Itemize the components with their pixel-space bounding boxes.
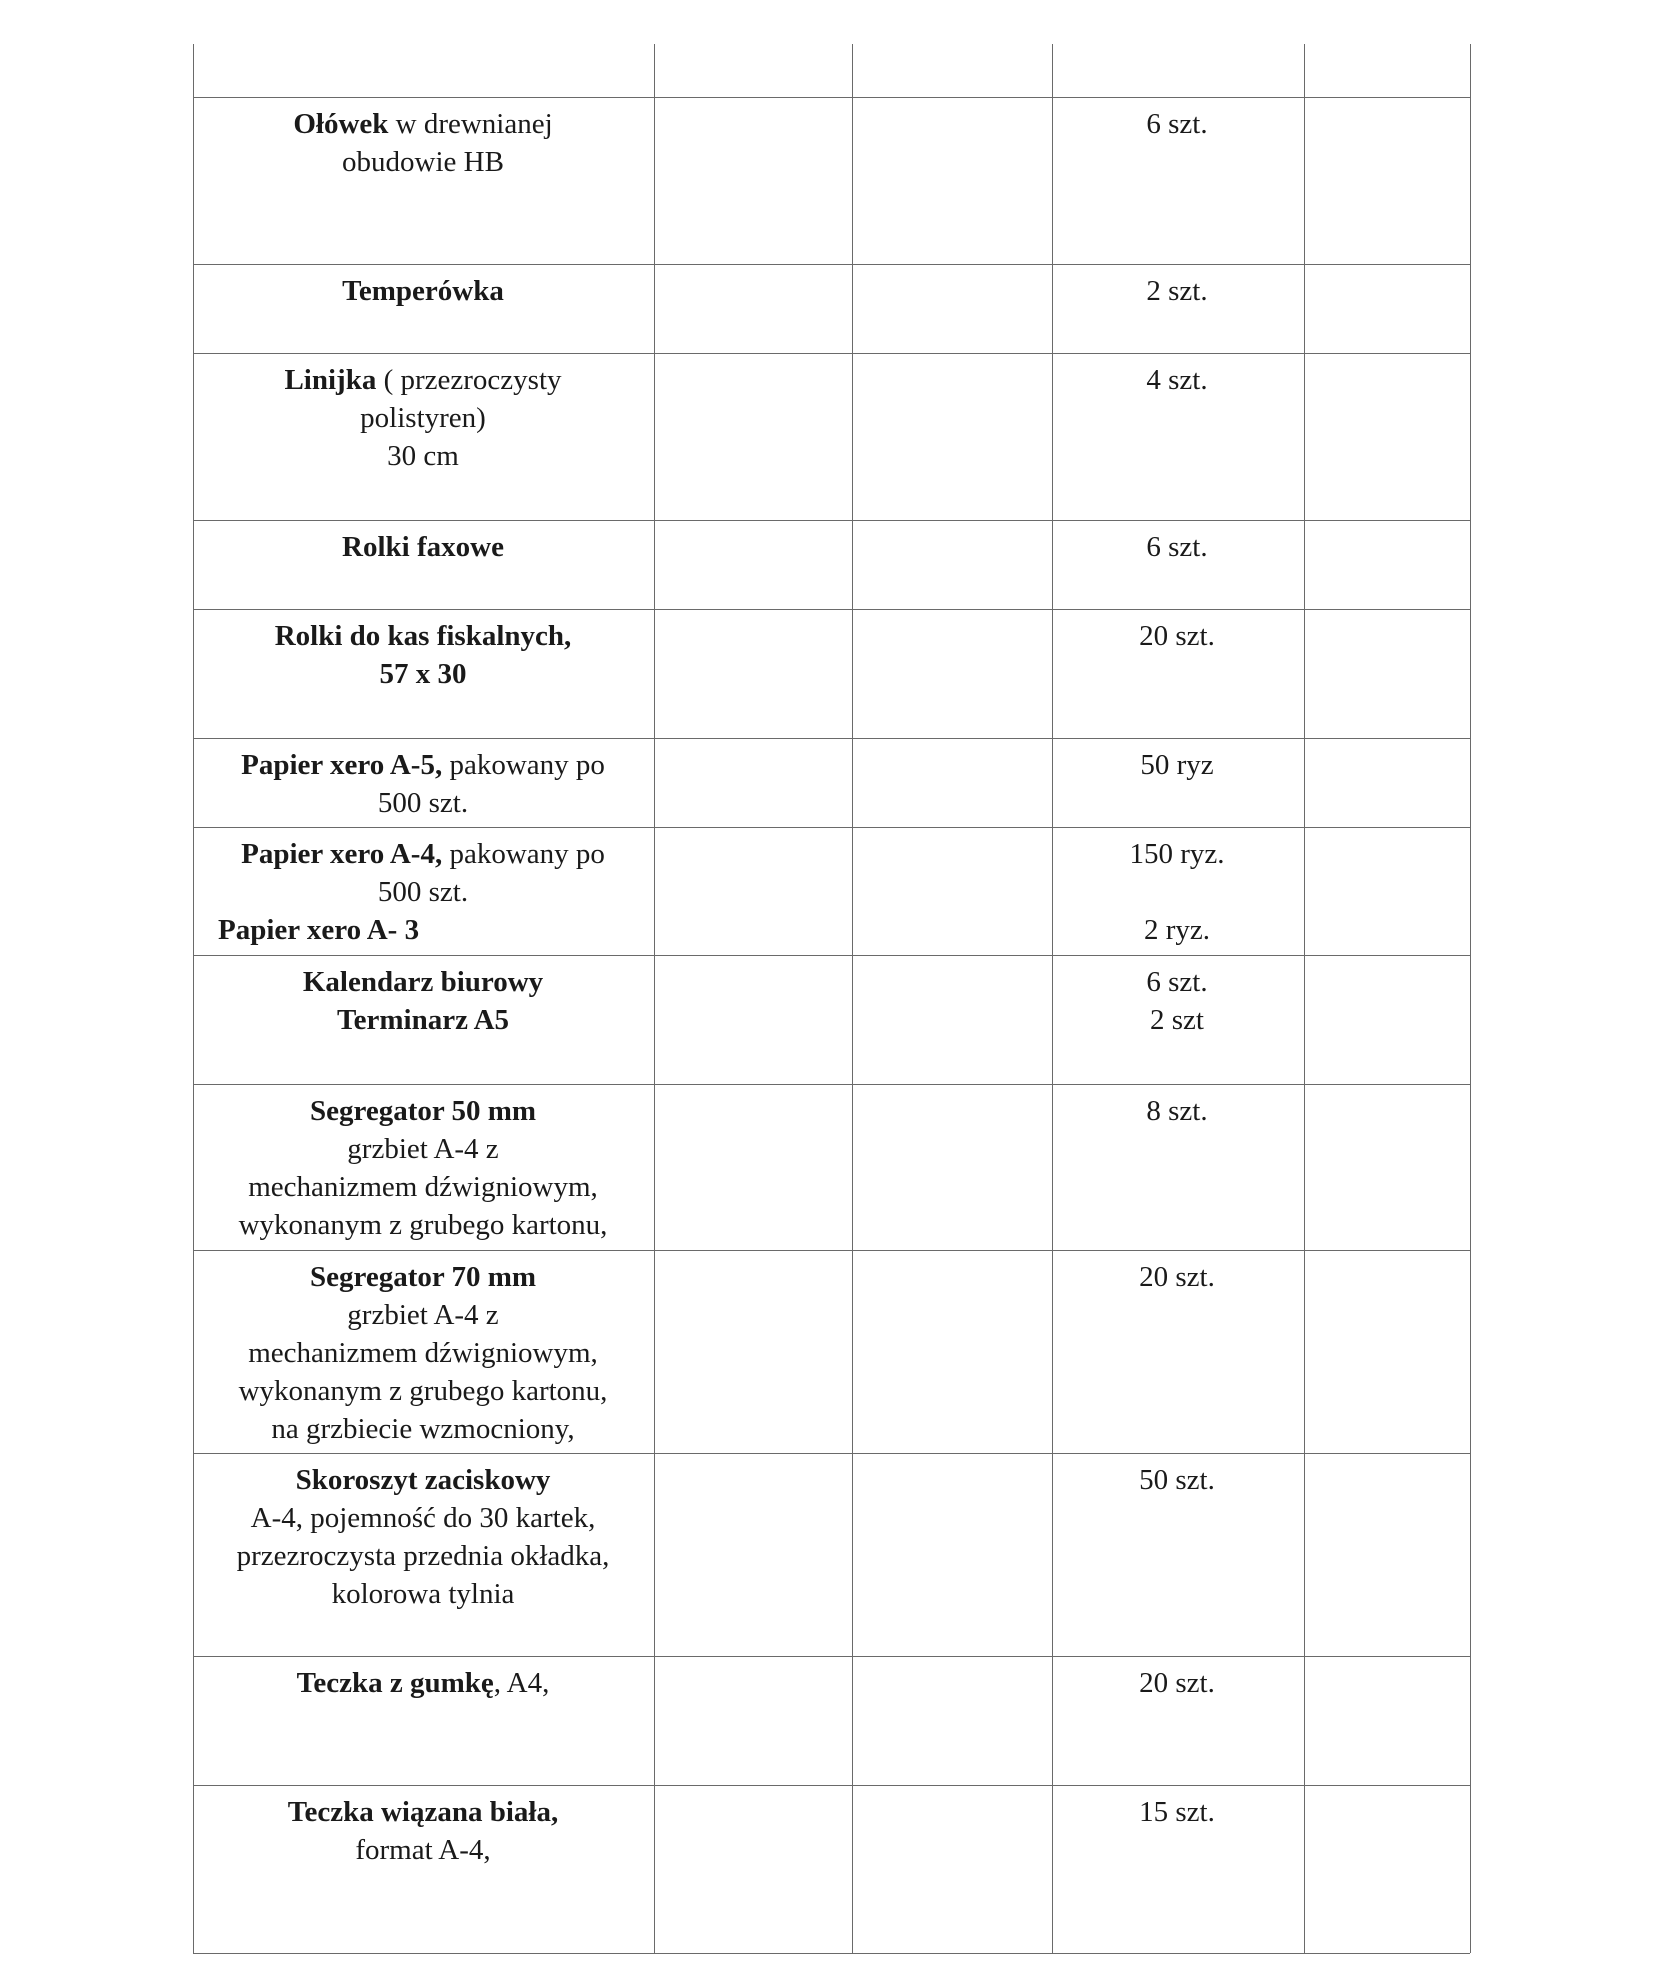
item-name-bold: Papier xero A-5, (241, 749, 443, 781)
item-name-line (193, 1168, 653, 1206)
table-column-divider (1052, 44, 1053, 1953)
table-row-divider (193, 353, 1470, 354)
item-name-cell (193, 1664, 653, 1702)
quantity-cell (1057, 963, 1297, 1039)
quantity-value: 20 szt. (1139, 1261, 1215, 1293)
item-name-text: obudowie HB (342, 146, 504, 178)
item-name-bold: Segregator 70 mm (309, 1261, 537, 1293)
item-name-line (193, 1499, 653, 1537)
table-row-divider (193, 264, 1470, 265)
quantity-value: 6 szt. (1146, 531, 1208, 563)
item-name-cell (193, 746, 653, 822)
quantity-cell (1057, 105, 1297, 143)
item-name-text: 30 cm (387, 440, 459, 472)
item-name-bold: Terminarz A5 (336, 1004, 510, 1036)
item-name-bold: Temperówka (342, 275, 504, 307)
item-name-line (193, 963, 653, 1001)
table-row-divider (193, 738, 1470, 739)
table-row-divider (193, 1656, 1470, 1657)
item-name-text: wykonanym z grubego kartonu, (238, 1209, 608, 1241)
quantity-cell (1057, 1258, 1297, 1296)
quantity-value (1057, 873, 1297, 911)
item-name-line (193, 1461, 653, 1499)
quantity-cell (1057, 617, 1297, 655)
item-name-line (193, 1130, 653, 1168)
item-name-text: pakowany po (442, 749, 605, 781)
item-name-bold: Teczka wiązana biała, (287, 1796, 559, 1828)
table-row-divider (193, 827, 1470, 828)
table-row-divider (193, 1953, 1470, 1954)
item-name-line (193, 873, 653, 911)
quantity-cell (1057, 1092, 1297, 1130)
item-name-line (193, 105, 653, 143)
table-row-divider (193, 609, 1470, 610)
quantity-cell (1057, 528, 1297, 566)
item-name-bold: Rolki do kas fiskalnych, (274, 620, 572, 652)
item-name-text: , A4, (493, 1667, 550, 1699)
item-name-text: polistyren) (360, 402, 486, 434)
item-name-line (193, 1831, 653, 1869)
item-name-cell (193, 105, 653, 181)
item-name-text: 500 szt. (377, 787, 469, 819)
quantity-value: 2 szt (1150, 1004, 1204, 1036)
item-name-bold: Kalendarz biurowy (302, 966, 544, 998)
item-name-line (193, 1258, 653, 1296)
item-name-line (193, 1296, 653, 1334)
item-name-line (193, 1372, 653, 1410)
item-name-cell (193, 963, 653, 1039)
item-name-bold: Segregator 50 mm (309, 1095, 537, 1127)
item-name-bold: Papier xero A-4, (241, 838, 443, 870)
item-name-line (193, 617, 653, 655)
item-name-line (193, 1537, 653, 1575)
item-name-text: przezroczysta przednia okładka, (236, 1540, 610, 1572)
item-name-line (193, 1664, 653, 1702)
table-column-divider (852, 44, 853, 1953)
item-name-line (193, 655, 653, 693)
quantity-cell (1057, 1461, 1297, 1499)
quantity-value: 2 ryz. (1143, 914, 1211, 946)
item-name-cell (193, 835, 653, 949)
item-name-line (193, 143, 653, 181)
table-row-divider (193, 1084, 1470, 1085)
item-name-cell (193, 361, 653, 475)
item-name-cell (193, 1461, 653, 1613)
item-name-bold: Papier xero A- 3 (218, 914, 420, 946)
item-name-line (193, 784, 653, 822)
item-name-text: format A-4, (355, 1834, 491, 1866)
quantity-value: 2 szt. (1146, 275, 1208, 307)
item-name-text: pakowany po (442, 838, 605, 870)
quantity-value: 8 szt. (1146, 1095, 1208, 1127)
item-name-text: wykonanym z grubego kartonu, (238, 1375, 608, 1407)
quantity-cell (1057, 1793, 1297, 1831)
item-name-line (193, 528, 653, 566)
quantity-value: 6 szt. (1146, 966, 1208, 998)
item-name-bold: Rolki faxowe (342, 531, 504, 563)
table-row-divider (193, 1453, 1470, 1454)
quantity-value: 6 szt. (1146, 108, 1208, 140)
item-name-cell (193, 1258, 653, 1448)
item-name-text: A-4, pojemność do 30 kartek, (250, 1502, 596, 1534)
quantity-cell (1057, 835, 1297, 949)
item-name-line (193, 437, 653, 475)
quantity-cell (1057, 1664, 1297, 1702)
quantity-value: 15 szt. (1139, 1796, 1215, 1828)
table-row-divider (193, 97, 1470, 98)
item-name-text: mechanizmem dźwigniowym, (248, 1171, 598, 1203)
table-row-divider (193, 955, 1470, 956)
item-name-bold: Teczka z gumkę (296, 1667, 494, 1699)
table-column-divider (1470, 44, 1471, 1953)
item-name-bold: Ołówek (293, 108, 389, 140)
item-name-bold: Skoroszyt zaciskowy (295, 1464, 551, 1496)
item-name-line (193, 361, 653, 399)
item-name-cell (193, 617, 653, 693)
item-name-line (193, 911, 653, 949)
table-row-divider (193, 1785, 1470, 1786)
item-name-text: na grzbiecie wzmocniony, (271, 1413, 575, 1445)
item-name-text: w drewnianej (388, 108, 553, 140)
quantity-cell (1057, 746, 1297, 784)
item-name-cell (193, 272, 653, 310)
item-name-text: grzbiet A-4 z (347, 1133, 499, 1165)
item-name-cell (193, 1092, 653, 1244)
item-name-text: grzbiet A-4 z (347, 1299, 499, 1331)
item-name-line (193, 1206, 653, 1244)
item-name-cell (193, 1793, 653, 1869)
item-name-line (193, 1410, 653, 1448)
item-name-line (193, 399, 653, 437)
quantity-cell (1057, 361, 1297, 399)
quantity-value: 4 szt. (1146, 364, 1208, 396)
item-name-text: 500 szt. (377, 876, 469, 908)
item-name-bold: 57 x 30 (379, 658, 467, 690)
quantity-value: 50 ryz (1140, 749, 1214, 781)
table-row-divider (193, 1250, 1470, 1251)
item-name-line (193, 272, 653, 310)
table-row-divider (193, 520, 1470, 521)
quantity-value: 50 szt. (1139, 1464, 1215, 1496)
quantity-value: 20 szt. (1139, 1667, 1215, 1699)
item-name-text: mechanizmem dźwigniowym, (248, 1337, 598, 1369)
quantity-cell (1057, 272, 1297, 310)
item-name-line (193, 746, 653, 784)
item-name-bold: Linijka (284, 364, 377, 396)
item-name-text: kolorowa tylnia (331, 1578, 515, 1610)
item-name-line (193, 1334, 653, 1372)
item-name-line (193, 1793, 653, 1831)
item-name-line (193, 1001, 653, 1039)
item-name-line (193, 1092, 653, 1130)
table-column-divider (1304, 44, 1305, 1953)
item-name-line (193, 835, 653, 873)
table-column-divider (654, 44, 655, 1953)
quantity-value: 20 szt. (1139, 620, 1215, 652)
item-name-cell (193, 528, 653, 566)
quantity-value: 150 ryz. (1129, 838, 1225, 870)
item-name-line (193, 1575, 653, 1613)
item-name-text: ( przezroczysty (376, 364, 562, 396)
